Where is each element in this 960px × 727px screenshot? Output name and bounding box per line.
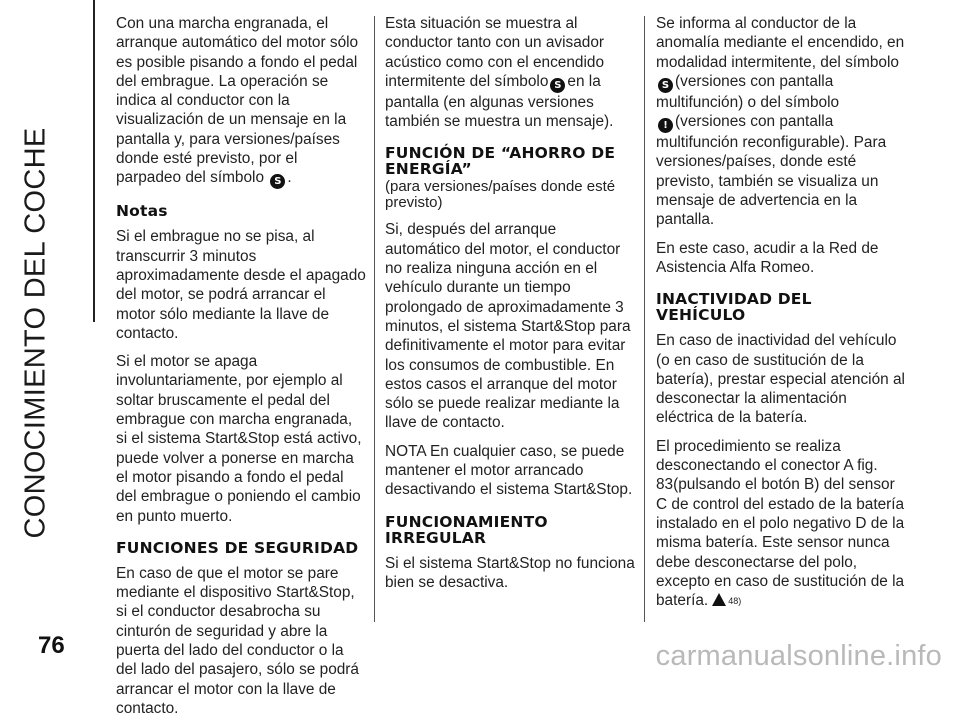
- heading-funcionamiento-irregular: FUNCIONAMIENTO IRREGULAR: [385, 512, 548, 547]
- paragraph: NOTA En cualquier caso, se puede mantener el motor arrancado desactivando el sistema Start&Stop.: [385, 442, 633, 499]
- paragraph: Esta situación se muestra al conductor tanto con un avisador acústico como con el encendido intermitente del símbolo S en la pantalla (en algunas versiones también se muestra un mensaje).: [385, 15, 614, 131]
- paragraph: Se informa al conductor de la anomalía mediante el encendido, en modalidad intermitente, del símboloS (versiones con pantalla multifunción) o del símbolo ! (versiones con pantalla multifunción reconfigurable). Para versiones/países, donde esté previsto, también se visualiza un mensaje de advertencia en la pantalla.: [656, 15, 905, 229]
- reference-number: 48): [728, 596, 742, 607]
- paragraph: Con una marcha engranada, el arranque automático del motor sólo es posible pisando a fondo el pedal del embrague. La operación se indica al conductor con la visualización de un mensaje en la pantalla y, para versiones/países donde esté previsto, por el parpadeo del símbolo S .: [116, 15, 359, 188]
- column-divider-2: [644, 16, 645, 622]
- paragraph: En este caso, acudir a la Red de Asistencia Alfa Romeo.: [656, 239, 879, 276]
- warning-symbol-icon: !: [658, 118, 673, 133]
- paragraph: Si el motor se apaga involuntariamente, por ejemplo al soltar bruscamente el pedal del embrague con marcha engranada, si el sistema Start&Stop está activo, puede volver a ponerse en marcha el motor pisando a fondo el pedal del embrague o poniendo el cambio en punto muerto.: [116, 353, 362, 525]
- side-section-title-text: CONOCIMIENTO DEL COCHE: [19, 127, 52, 539]
- column-divider-1: [374, 16, 375, 622]
- start-stop-symbol-icon: S: [270, 174, 285, 189]
- column-1: [116, 14, 366, 727]
- paragraph: El procedimiento se realiza desconectando el conector A fig. 83(pulsando el botón B) del sensor C de control del estado de la batería instalado en el polo negativo D de la misma batería. Este sensor nunca debe desconectarse del polo, excepto en caso de sustitución de la batería. 48): [656, 437, 905, 610]
- watermark: carmanualsonline.info: [655, 640, 942, 672]
- paragraph: Si el embrague no se pisa, al transcurrir 3 minutos aproximadamente desde el apagado del motor, se podrá arrancar el motor sólo mediante la llave de contacto.: [116, 228, 366, 342]
- subheading-note: (para versiones/países donde esté previsto): [385, 178, 616, 212]
- heading-funciones-seguridad: FUNCIONES DE SEGURIDAD: [116, 538, 359, 557]
- side-rule: [93, 0, 95, 322]
- paragraph: En caso de que el motor se pare mediante el dispositivo Start&Stop, si el conductor desabrocha su cinturón de seguridad y abre la puerta del lado del conductor o la del lado del pasajero, sólo se podrá arrancar el motor con la llave de contacto.: [116, 564, 359, 717]
- page-number: 76: [38, 632, 65, 659]
- column-2: [385, 14, 635, 601]
- start-stop-symbol-icon: S: [658, 78, 673, 93]
- column-3: [656, 14, 906, 620]
- heading-inactividad-vehiculo: INACTIVIDAD DEL VEHÍCULO: [656, 290, 812, 325]
- paragraph: Si, después del arranque automático del motor, el conductor no realiza ninguna acción en el vehículo durante un tiempo prolongado de aproximadamente 3 minutos, el sistema Start&Stop para definitivamente el motor para evitar los consumos de combustible. En estos casos el arranque del motor sólo se puede realizar mediante la llave de contacto.: [385, 221, 631, 432]
- paragraph: Si el sistema Start&Stop no funciona bien se desactiva.: [385, 554, 635, 591]
- heading-ahorro-energia: FUNCIÓN DE “AHORRO DE ENERGÍA”: [385, 144, 616, 179]
- paragraph: En caso de inactividad del vehículo (o en caso de sustitución de la batería), prestar especial atención al desconectar la alimentación eléctrica de la batería.: [656, 332, 905, 427]
- heading-notas: Notas: [116, 202, 168, 221]
- warning-triangle-icon: [712, 593, 726, 606]
- start-stop-symbol-icon: S: [550, 78, 565, 93]
